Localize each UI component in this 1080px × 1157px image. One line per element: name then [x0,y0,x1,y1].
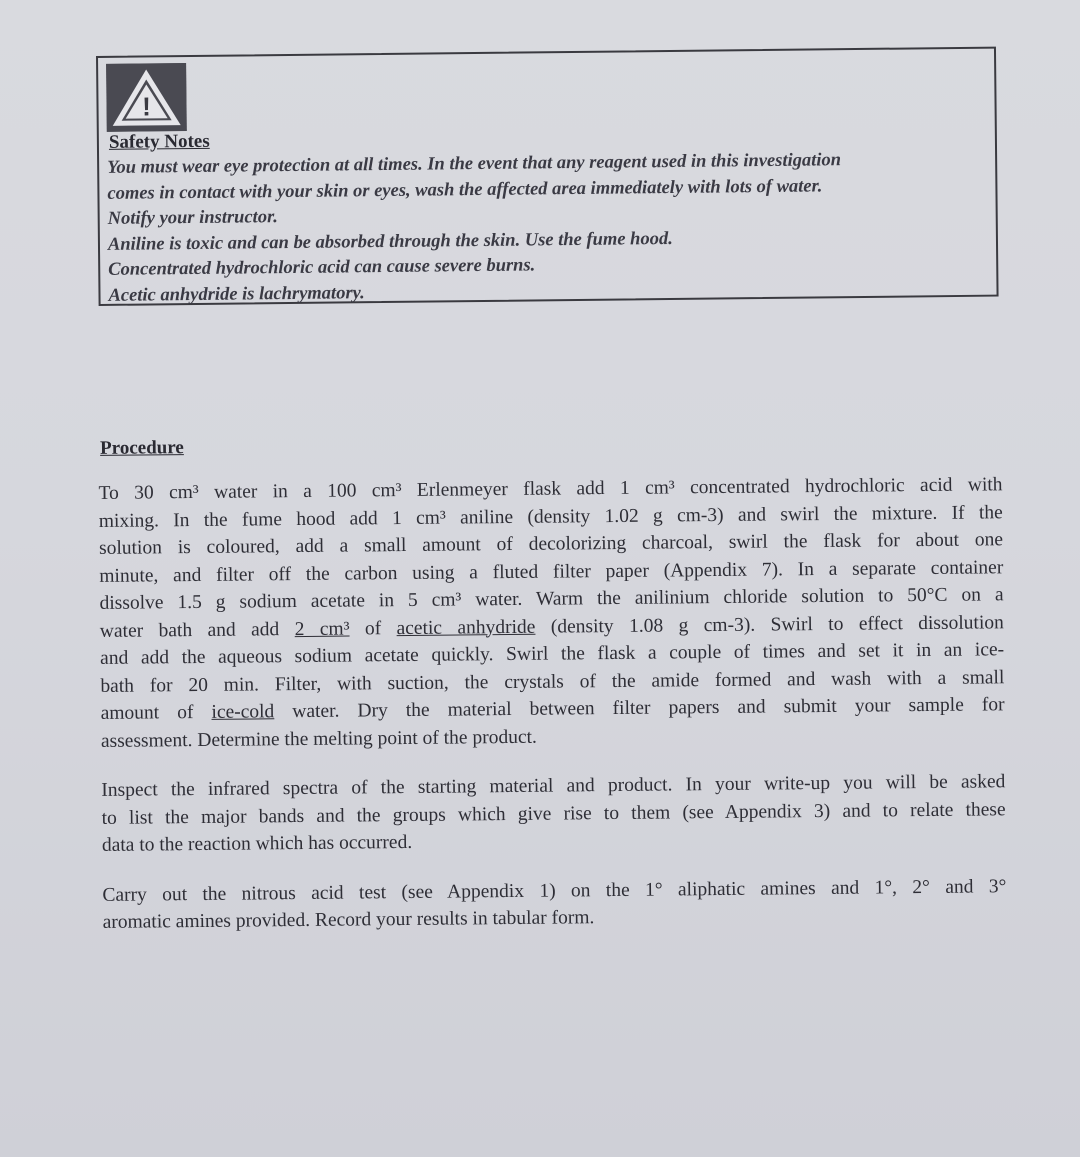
underlined-volume: 2 cm³ [294,618,350,640]
paragraph-line: aromatic amines provided. Record your results in tabular form. [102,907,595,933]
warning-triangle-icon [106,63,187,132]
procedure-paragraph-1 [92,471,1005,755]
underlined-ice-cold: ice-cold [211,701,275,723]
warning-exclamation: ! [142,91,152,122]
procedure-heading: Procedure [99,437,184,459]
paragraph-line: to list the major bands and the groups which give rise to them (see Appendix 3) and to relate these [101,798,1006,829]
safety-line: You must wear eye protection at all times. In the event that any reagent used in this investigation [107,150,842,178]
paragraph-line: bath for 20 min. Filter, with suction, the crystals of the amide formed and wash with a small [100,666,1005,697]
paragraph-line: solution is coloured, add a small amount of decolorizing charcoal, swirl the flask for about one [98,529,1004,559]
text-segment: water bath and add [99,618,295,642]
paragraph-line: mixing. In the fume hood add 1 cm³ aniline (density 1.02 g cm-3) and swirl the mixture. If the [98,501,1003,532]
paragraph-line: dissolve 1.5 g sodium acetate in 5 cm³ water. Warm the anilinium chloride solution to 50°C on a [99,584,1004,614]
paragraph-line: assessment. Determine the melting point of the product. [100,726,537,752]
paragraph-line: minute, and filter off the carbon using a fluted filter paper (Appendix 7). In a separate container [99,556,1004,587]
safety-line: comes in contact with your skin or eyes, wash the affected area immediately with lots of water. [107,175,823,204]
safety-line: Concentrated hydrochloric acid can cause severe burns. [108,255,536,280]
paragraph-line: To 30 cm³ water in a 100 cm³ Erlenmeyer flask add 1 cm³ concentrated hydrochloric acid with [98,474,1003,504]
paragraph-line: and add the aqueous sodium acetate quickly. Swirl the flask a couple of times and set it in an ice- [100,639,1005,669]
text-segment: of [349,617,397,640]
procedure-section [92,429,1007,958]
procedure-paragraph-2 [95,768,1006,859]
safety-notes-box [96,47,999,306]
safety-line: Notify your instructor. [107,207,278,229]
procedure-paragraph-3 [96,873,1006,937]
paragraph-line: data to the reaction which has occurred. [101,831,413,856]
underlined-reagent: acetic anhydride [396,616,536,639]
text-segment: (density 1.08 g cm-3). Swirl to effect dissolution [535,611,1004,638]
text-segment: water. Dry the material between filter papers and submit your sample for [274,694,1005,723]
paragraph-line: Carry out the nitrous acid test (see Appendix 1) on the 1° aliphatic amines and 1°, 2° and 3° [102,875,1007,906]
safety-notes-title: Safety Notes [108,130,210,153]
paragraph-line: Inspect the infrared spectra of the starting material and product. In your write-up you will be asked [101,771,1006,801]
safety-line: Aniline is toxic and can be absorbed through the skin. Use the fume hood. [107,228,673,255]
safety-line: Acetic anhydride is lachrymatory. [108,282,365,306]
text-segment: amount of [100,701,212,724]
safety-notes-text [107,147,989,309]
